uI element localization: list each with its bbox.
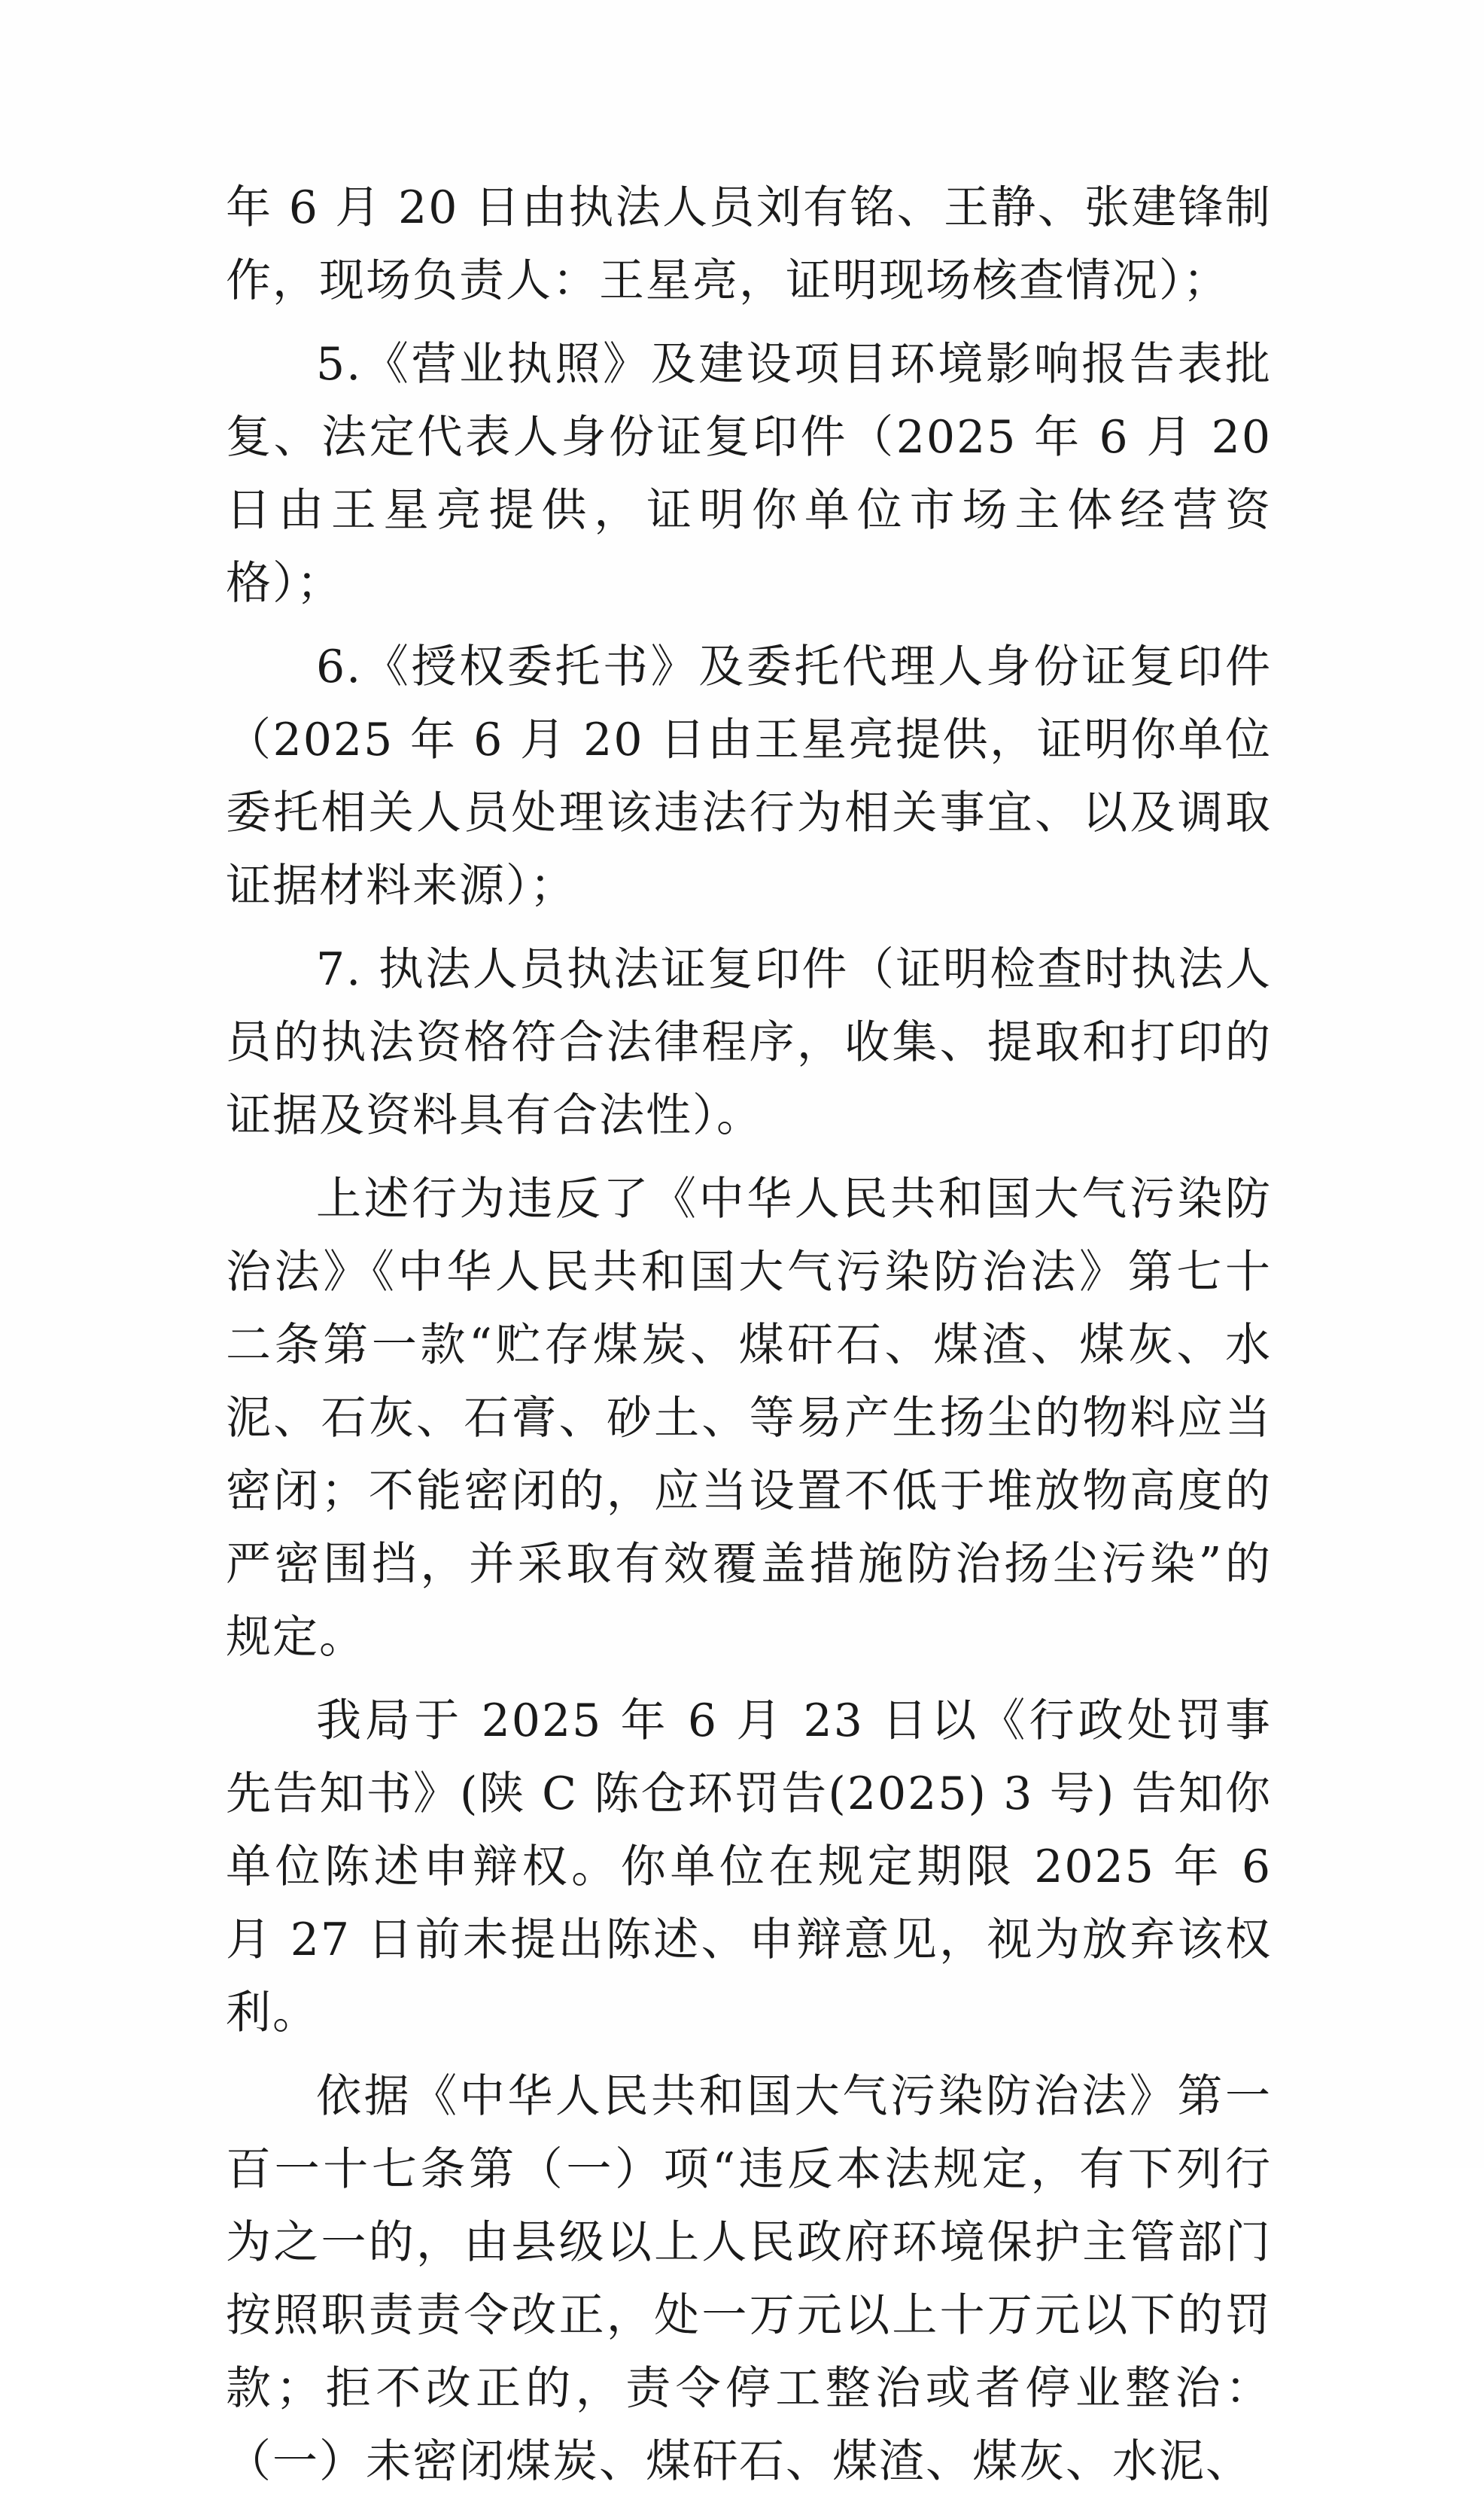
paragraph-notification: 我局于 2025 年 6 月 23 日以《行政处罚事先告知书》(陕 C 陈仓环罚告(2025) 3 号) 告知你单位陈述申辩权。你单位在规定期限 2025 年 6 月 27 日前未提出陈述、申辩意见，视为放弃该权利。 [226, 1694, 1272, 2039]
paragraph-evidence-7: 7. 执法人员执法证复印件（证明检查时执法人员的执法资格符合法律程序，收集、提取和打印的证据及资料具有合法性）。 [226, 943, 1272, 1142]
paragraph-evidence-5: 5.《营业执照》及建设项目环境影响报告表批复、法定代表人身份证复印件（2025 年 6 月 20 日由王星亮提供，证明你单位市场主体经营资格）； [226, 338, 1272, 610]
paragraph-evidence-6: 6.《授权委托书》及委托代理人身份证复印件（2025 年 6 月 20 日由王星亮提供，证明你单位委托相关人员处理该违法行为相关事宜、以及调取证据材料来源）； [226, 641, 1272, 912]
paragraph-continuation: 年 6 月 20 日由执法人员刘有铭、王静、张建锋制作，现场负责人：王星亮，证明现场核查情况）； [226, 181, 1272, 307]
paragraph-legal-basis: 依据《中华人民共和国大气污染防治法》第一百一十七条第（一）项“违反本法规定，有下列行为之一的，由县级以上人民政府环境保护主管部门按照职责责令改正，处一万元以上十万元以下的罚款；拒不改正的，责令停工整治或者停业整治：（一）未密闭煤炭、煤矸石、煤渣、煤灰、水泥、 [226, 2070, 1272, 2488]
document-body [226, 172, 1272, 2509]
paragraph-violation: 上述行为违反了《中华人民共和国大气污染防治法》《中华人民共和国大气污染防治法》第七十二条第一款“贮存煤炭、煤矸石、煤渣、煤灰、水泥、石灰、石膏、砂土、等易产生扬尘的物料应当密闭；不能密闭的，应当设置不低于堆放物高度的严密围挡，并采取有效覆盖措施防治扬尘污染”的规定。 [226, 1173, 1272, 1664]
